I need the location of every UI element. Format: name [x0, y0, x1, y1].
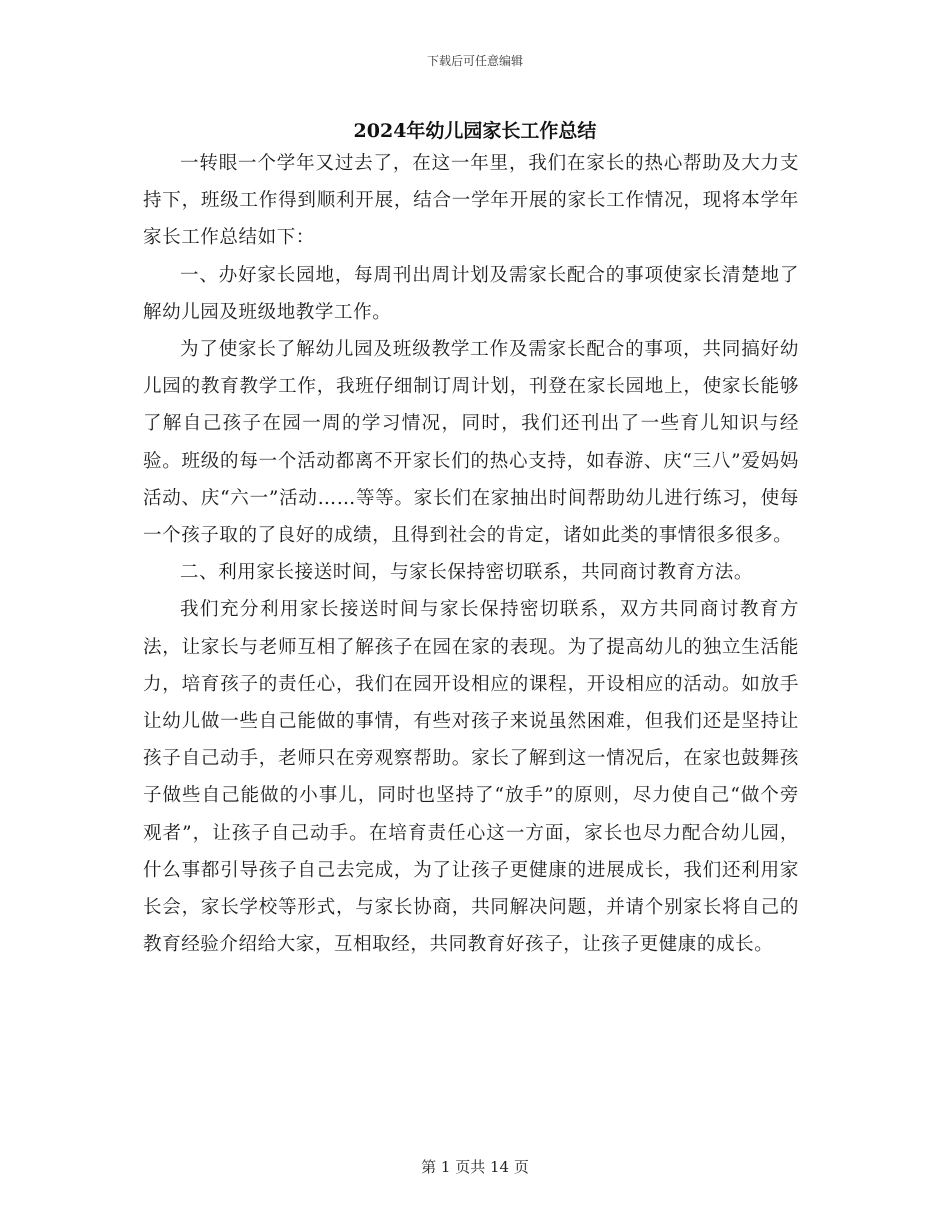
paragraph-section-two-body: 我们充分利用家长接送时间与家长保持密切联系，双方共同商讨教育方法，让家长与老师互相了解孩子在园在家的表现。为了提高幼儿的独立生活能力，培育孩子的责任心，我们在园开设相应的课程，开设相应的活动。如放手让幼儿做一些自己能做的事情，有些对孩子来说虽然困难，但我们还是坚持让孩子自己动手，老师只在旁观察帮助。家长了解到这一情况后，在家也鼓舞孩子做些自己能做的小事儿，同时也坚持了“放手”的原则，尽力使自己“做个旁观者”，让孩子自己动手。在培育责任心这一方面，家长也尽力配合幼儿园，什么事都引导孩子自己去完成，为了让孩子更健康的进展成长，我们还利用家长会，家长学校等形式，与家长协商，共同解决问题，并请个别家长将自己的教育经验介绍给大家，互相取经，共同教育好孩子，让孩子更健康的成长。	[143, 599, 799, 956]
document-title: 2024年幼儿园家长工作总结	[353, 120, 597, 142]
paragraph-section-one-heading: 一、办好家长园地，每周刊出周计划及需家长配合的事项使家长清楚地了解幼儿园及班级地教学工作。	[143, 264, 799, 323]
header-note: 下载后可任意编辑	[426, 54, 523, 68]
paragraph-section-one-body: 为了使家长了解幼儿园及班级教学工作及需家长配合的事项，共同搞好幼儿园的教育教学工作，我班仔细制订周计划，刊登在家长园地上，使家长能够了解自己孩子在园一周的学习情况，同时，我们还刊出了一些育儿知识与经验。班级的每一个活动都离不开家长们的热心支持，如春游、庆“三八”爱妈妈活动、庆“六一”活动……等等。家长们在家抽出时间帮助幼儿进行练习，使每一个孩子取的了良好的成绩，且得到社会的肯定，诸如此类的事情很多很多。	[143, 339, 799, 547]
paragraph-section-two-heading: 二、利用家长接送时间，与家长保持密切联系，共同商讨教育方法。	[180, 562, 754, 584]
page-number: 第 1 页共 14 页	[421, 1158, 529, 1176]
paragraph-intro: 一转眼一个学年又过去了，在这一年里，我们在家长的热心帮助及大力支持下，班级工作得到顺利开展，结合一学年开展的家长工作情况，现将本学年家长工作总结如下：	[143, 153, 799, 249]
document-body	[143, 145, 799, 963]
